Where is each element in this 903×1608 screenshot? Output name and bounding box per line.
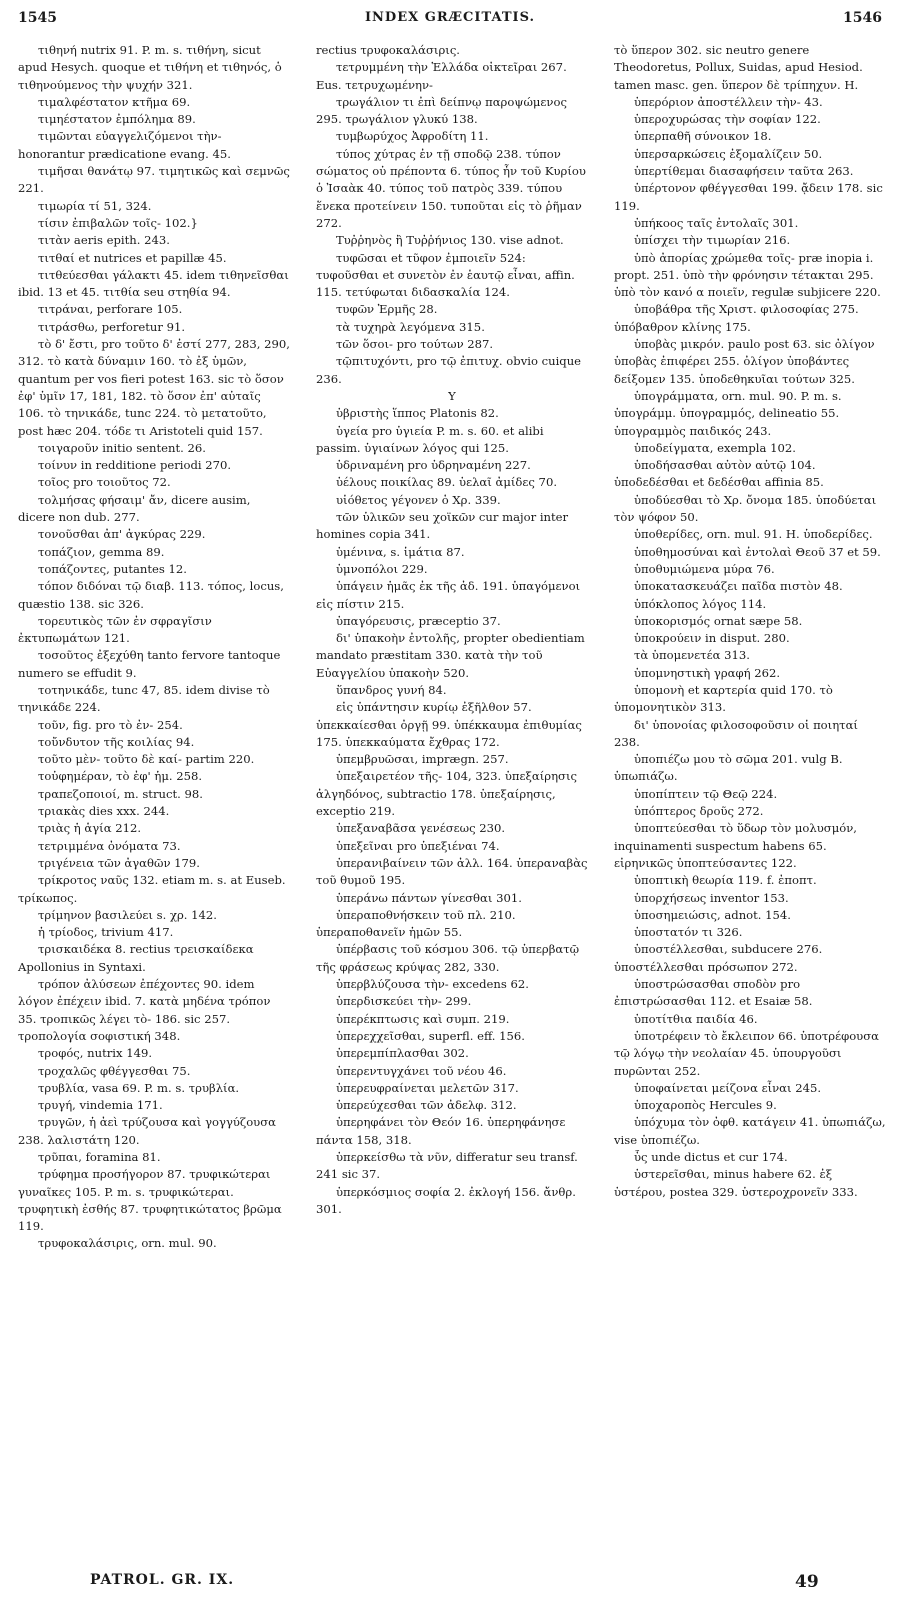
index-entry: τῶν ὅσοι- pro τούτων 287. — [336, 337, 494, 352]
column-left — [18, 42, 290, 1253]
index-entry: ὑποπίπτειν τῷ Θεῷ 224. — [634, 786, 778, 801]
column-middle — [316, 42, 588, 1218]
index-entry: τὰ τυχηρὰ λεγόμενα 315. — [336, 319, 485, 334]
column-right — [614, 42, 886, 1201]
index-entry: ὑποδήσασθαι αὐτὸν αὐτῷ 104. ὑποδεδέσθαι et δεδέσθαι affinia 85. — [614, 458, 824, 490]
index-entry: ὑέλους ποικίλας 89. ὑελαῖ ἀμίδες 70. — [336, 475, 558, 490]
index-entry: ὑβριστὴς ἵππος Platonis 82. — [336, 406, 499, 421]
index-entry: ὑπόκλοπος λόγος 114. — [634, 596, 767, 611]
index-entry: ὑπέρτονον φθέγγεσθαι 199. ᾄδειν 178. sic 119. — [614, 181, 883, 213]
index-entry: ὑπερβλύζουσα τὴν- excedens 62. — [336, 977, 529, 992]
index-entry: τρυγῶν, ἡ ἀεὶ τρύζουσα καὶ γογγύζουσα 238. λαλιστάτη 120. — [18, 1115, 276, 1147]
index-entry: τιτράναι, perforare 105. — [38, 302, 183, 317]
index-entry: ὑποστατόν τι 326. — [634, 925, 743, 940]
page-header — [18, 4, 882, 34]
index-entry: τιμῶνται εὐαγγελιζόμενοι τὴν- honorantur prædicatione evang. 45. — [18, 129, 231, 161]
index-entry: τρωγάλιον τι ἐπὶ δείπνῳ παροψώμενος 295. τρωγάλιον γλυκύ 138. — [316, 94, 567, 127]
index-entry: τραπεζοποιοί, m. struct. 98. — [38, 786, 203, 801]
index-entry: τιτθαί et nutrices et papillæ 45. — [38, 250, 227, 265]
index-entry: τιμηέστατον ἐμπόλημα 89. — [38, 112, 196, 127]
index-entry: ὑποστρώσασθαι σποδὸν pro ἐπιστρώσασθαι 112. et Esaiæ 58. — [614, 977, 813, 1009]
index-entry: ὑποθυμιώμενα μύρα 76. — [634, 561, 775, 576]
index-entry: τυφῶσαι et τῦφον ἐμποιεῖν 524: τυφοῦσθαι et συνετὸν ἐν ἑαυτῷ εἶναι, affin. 115. τετύφωται διδασκαλία 124. — [316, 250, 575, 300]
index-entry: τοπάζιον, gemma 89. — [38, 544, 165, 559]
index-entry: ὑπερευφραίνεται μελετῶν 317. — [336, 1080, 519, 1095]
index-entry: ὑπεξεῖναι pro ὑπεξιέναι 74. — [336, 838, 500, 853]
index-entry: τρῦπαι, foramina 81. — [38, 1150, 161, 1164]
index-entry: ὑπερηφάνει τὸν Θεόν 16. ὑπερηφάνησε πάντα 158, 318. — [316, 1115, 566, 1147]
index-entry: ὑποτρέφειν τὸ ἔκλειπον 66. ὑποτρέφουσα τῷ λόγῳ τὴν νεολαίαν 45. ὑπουργοῦσι πυρῶνται 252. — [614, 1028, 879, 1078]
index-entry: τοπάζοντες, putantes 12. — [38, 561, 187, 576]
index-entry: ὑπερσαρκώσεις ἐξομαλίζειν 50. — [634, 146, 823, 161]
index-entry: τοῦν, fig. pro τὸ ἐν- 254. — [38, 717, 183, 732]
index-entry: ὑποκατασκευάζει παῖδα πιστὸν 48. — [634, 579, 843, 594]
index-entry: ὑποβὰς μικρόν. paulo post 63. sic ὀλίγον ὑποβὰς ἐπιφέρει 255. ὀλίγον ὑποβάντες δείξομεν 135. ὑποδεθηκυῖαι τούτων 325. — [614, 337, 875, 386]
index-entry: ὑποπτικὴ θεωρία 119. f. ἐποπτ. — [634, 873, 817, 888]
index-entry: ὑπεράνω πάντων γίνεσθαι 301. — [336, 890, 522, 905]
index-entry: ὑποφαίνεται μείζονα εἶναι 245. — [634, 1080, 822, 1095]
page-number-left: 1545 — [18, 10, 57, 26]
index-entry: ὑποπιέζω μου τὸ σῶμα 201. vulg B. ὑπωπιάζω. — [614, 752, 843, 784]
index-entry: τριὰς ἡ ἁγία 212. — [38, 821, 142, 836]
index-entry: ὑποπτεύεσθαι τὸ ὕδωρ τὸν μολυσμόν, inquinamenti suspectum habens 65. εἰρηνικῶς ὑποπτεύσαντες 122. — [614, 821, 857, 870]
index-entry: ὑπορχήσεως inventor 153. — [634, 890, 789, 905]
index-entry: τίσιν ἐπιβαλῶν τοῖς- 102.} — [38, 215, 198, 230]
index-entry: τρύφημα προσήγορον 87. τρυφικώτεραι γυναῖκες 105. P. m. s. τρυφικώτεραι. τρυφητικὴ ἐσθής 87. τρυφητικώτατος βρῶμα 119. — [18, 1167, 282, 1234]
index-entry: ὑποκρούειν in disput. 280. — [634, 631, 790, 646]
index-entry: ὑπεμβρυῶσαι, imprægn. 257. — [336, 752, 509, 767]
index-entry: ὑπερδισκεύει τὴν- 299. — [336, 994, 472, 1009]
index-entry: τετριμμένα ὀνόματα 73. — [38, 838, 181, 853]
index-entry: τροφός, nutrix 149. — [38, 1046, 153, 1061]
index-entry: ὑπερεχχεῖσθαι, superfl. eff. 156. — [336, 1028, 525, 1043]
index-entry: εἰς ὑπάντησιν κυρίῳ ἐξῆλθον 57. ὑπεκκαίεσθαι ὀργῇ 99. ὑπέκκαυμα ἐπιθυμίας 175. ὑπεκκαύματα ἔχθρας 172. — [316, 700, 582, 749]
index-entry: τριγένεια τῶν ἀγαθῶν 179. — [38, 855, 200, 870]
index-entry: τοῖος pro τοιοῦτος 72. — [38, 475, 171, 490]
running-title: INDEX GRÆCITATIS. — [364, 10, 536, 25]
index-entry: ὑπόπτερος δροῦς 272. — [634, 804, 764, 819]
index-entry: υἱόθετος γέγονεν ὁ Χρ. 339. — [336, 492, 501, 507]
index-entry: ὑπεραποθνήσκειν τοῦ πλ. 210. ὑπεραποθανεῖν ἡμῶν 55. — [316, 907, 516, 940]
index-entry: ὑπερκόσμιος σοφία 2. ἐκλογή 156. ἄνθρ. 301. — [316, 1184, 576, 1216]
index-entry: ὑπερεμπίπλασθαι 302. — [336, 1046, 469, 1061]
index-entry: τοσοῦτος ἐξεχύθη tanto fervore tantoque numero se effudit 9. — [18, 648, 281, 680]
page-number-right: 1546 — [843, 10, 882, 26]
index-entry: τὸ δ' ἔστι, pro τοῦτο δ' ἐστί 277, 283, 290, 312. τὸ κατὰ δύναμιν 160. τὸ ἐξ ὑμῶν, quantum per vos fieri potest 163. sic τὸ ὅσον ἐφ' ὑμῖν 17, 181, 182. τὸ ὅσον ἐπ' αὐταῖς 106. τὸ τηνικάδε, tunc 224. τὸ μετατοῦτο, post hæc 204. τόδε τι Aristoteli quid 157. — [18, 337, 290, 438]
signature-mark: 49 — [795, 1572, 819, 1592]
index-entry: ὑπήκοος ταῖς ἐντολαῖς 301. — [634, 215, 799, 230]
index-entry: ὑποδύεσθαι τὸ Χρ. ὄνομα 185. ὑποδύεται τὸν ψόφον 50. — [614, 492, 877, 525]
index-entry: ὑποστέλλεσθαι, subducere 276. ὑποστέλλεσθαι πρόσωπον 272. — [614, 942, 823, 974]
index-entry: τρυβλία, vasa 69. P. m. s. τρυβλία. — [38, 1080, 240, 1095]
index-entry: τορευτικὸς τῶν ἐν σφραγῖσιν ἐκτυπωμάτων 121. — [18, 613, 212, 646]
index-entry: ὑπόχυμα τὸν ὀφθ. κατάγειν 41. ὑπωπιάζω, vise ὑποπιέζω. — [614, 1115, 886, 1147]
index-entry: ὑπερτίθεμαι διασαφήσειν ταῦτα 263. — [634, 164, 854, 179]
index-entry: ὑπερκείσθω τὰ νῦν, differatur seu transf. 241 sic 37. — [316, 1150, 578, 1182]
index-entry: τοτηνικάδε, tunc 47, 85. idem divise τὸ τηνικάδε 224. — [18, 682, 270, 715]
index-entry: ἡ τρίοδος, trivium 417. — [38, 925, 174, 940]
footer-source: PATROL. GR. IX. — [90, 1572, 235, 1588]
index-entry: τρόπον ἀλύσεων ἐπέχοντες 90. idem λόγον ἐπέχειν ibid. 7. κατὰ μηδένα τρόπον 35. τροπικῶς λέγει τὸ- 186. sic 257. τροπολογία σοφιστική 348. — [18, 977, 271, 1043]
index-entry: τονοῦσθαι ἀπ' ἀγκύρας 229. — [38, 527, 206, 542]
index-entry: τρυφοκαλάσιρις, orn. mul. 90. — [38, 1236, 217, 1251]
index-entry: ὑμνοπόλοι 229. — [336, 561, 428, 576]
index-entry: τρισκαιδέκα 8. rectius τρεισκαίδεκα Apollonius in Syntaxi. — [18, 942, 254, 974]
index-entry: τόπον διδόναι τῷ διαβ. 113. τόπος, locus, quæstio 138. sic 326. — [18, 579, 284, 611]
index-entry: ὗς unde dictus et cur 174. — [634, 1150, 788, 1164]
index-entry: ὑμένινα, s. ἱμάτια 87. — [336, 544, 465, 559]
index-entry: ὑποκορισμός ornat sæpe 58. — [634, 613, 803, 628]
index-entry: ὑπογράμματα, orn. mul. 90. P. m. s. ὑπογράμμ. ὑπογραμμός, delineatio 55. ὑπογραμμὸς παιδικός 243. — [614, 388, 842, 438]
index-entry: ὑδριναμένη pro ὑδρηναμένη 227. — [336, 458, 531, 473]
index-entry: ὑπερπαθῆ σύνοικον 18. — [634, 129, 772, 144]
index-entry: τὸ ὕπερον 302. sic neutro genere Theodoretus, Pollux, Suidas, apud Hesiod. tamen masc. gen. ὕπερον δὲ τρίπηχυν. H. — [614, 43, 863, 92]
index-entry: ὑποσημειώσις, adnot. 154. — [634, 907, 791, 922]
index-entry: ὑπεροχυρώσας τὴν σοφίαν 122. — [634, 112, 821, 127]
index-entry: ὑπομονὴ et καρτερία quid 170. τὸ ὑπομονητικὸν 313. — [614, 682, 833, 715]
index-entry: Τυῤῥηνὸς ἢ Τυῤῥήνιος 130. vise adnot. — [336, 233, 564, 248]
index-entry: τύπος χύτρας ἐν τῇ σποδῷ 238. τύπον σώματος οὐ πρέποντα 6. τύπος ἦν τοῦ Κυρίου ὁ Ἰσαὰκ 40. τύπος τοῦ πατρὸς 339. τύπου ἕνεκα προτείνειν 150. τυποῦται εἰς τὸ ῥῆμαν 272. — [316, 146, 586, 230]
index-entry: τῶν ὑλικῶν seu χοϊκῶν cur major inter homines copia 341. — [316, 510, 569, 542]
index-entry: τιτράσθω, perforetur 91. — [38, 319, 186, 334]
index-entry: τοίνυν in redditione periodi 270. — [38, 458, 232, 473]
index-entry: τιμῆσαι θανάτῳ 97. τιμητικῶς καὶ σεμνῶς 221. — [18, 164, 290, 196]
index-entry: τοῦτο μὲν- τοῦτο δὲ καί- partim 220. — [38, 752, 255, 767]
index-entry: τολμήσας φήσαιμ' ἄν, dicere ausim, dicere non dub. 277. — [18, 492, 251, 525]
index-entry: ὑπαγόρευσις, præceptio 37. — [336, 613, 501, 628]
index-entry: ὑπερέκπτωσις καὶ συμπ. 219. — [336, 1011, 510, 1026]
index-entry: ὑποθημοσύναι καὶ ἐντολαὶ Θεοῦ 37 et 59. — [634, 544, 881, 559]
index-entry: τροχαλῶς φθέγγεσθαι 75. — [38, 1063, 191, 1078]
index-entry: τρίκροτος ναῦς 132. etiam m. s. at Euseb. τρίκωπος. — [18, 873, 286, 905]
index-entry: τοιγαροῦν initio sentent. 26. — [38, 440, 206, 455]
index-entry: ὑποχαροπὸς Hercules 9. — [634, 1098, 777, 1113]
index-entry: ὑπερεντυγχάνει τοῦ νέου 46. — [336, 1063, 507, 1078]
index-entry: τιμαλφέστατον κτῆμα 69. — [38, 94, 191, 109]
index-entry: τιτὰν aeris epith. 243. — [38, 233, 170, 248]
index-entry: ὑπερόριον ἀποστέλλειν τὴν- 43. — [634, 94, 823, 109]
letter-heading: Υ — [448, 388, 456, 403]
index-entry: τετρυμμένη τὴν Ἑλλάδα οἰκτεῖραι 267. Eus. τετρυχωμένην- — [316, 60, 567, 92]
index-entry: rectius τρυφοκαλάσιρις. — [316, 43, 460, 57]
index-entry: ὑπερεύχεσθαι τῶν ἀδελφ. 312. — [336, 1098, 517, 1113]
index-entry: τυφῶν Ἑρμῆς 28. — [336, 302, 438, 317]
index-entry: ὕπανδρος γυνή 84. — [336, 682, 447, 697]
index-entry: ὑπερανιβαίνειν τῶν ἀλλ. 164. ὑπεραναβὰς τοῦ θυμοῦ 195. — [316, 855, 588, 888]
index-entry: τῷπιτυχόντι, pro τῷ ἐπιτυχ. obvio cuique 236. — [316, 354, 582, 386]
index-entry: ὑποδείγματα, exempla 102. — [634, 440, 796, 455]
index-entry: ὑποτίτθια παιδία 46. — [634, 1011, 758, 1026]
index-entry: ὑποθερίδες, orn. mul. 91. H. ὑποδερίδες. — [634, 527, 873, 542]
index-entry: ὑπέρβασις τοῦ κόσμου 306. τῷ ὑπερβατῷ τῆς φράσεως κρύψας 282, 330. — [316, 942, 580, 974]
index-entry: ὑπὸ ἀπορίας χρώμεθα τοῖς- præ inopia i. propt. 251. ὑπὸ τὴν φρόνησιν τέτακται 295. ὑπὸ τὸν κανό α ποιεῖν, regulæ subjicere 220. — [614, 250, 881, 300]
index-entry: ὑπάγειν ἡμᾶς ἐκ τῆς ἀδ. 191. ὑπαγόμενοι εἰς πίστιν 215. — [316, 579, 581, 611]
index-entry: ὑποβάθρα τῆς Χριστ. φιλοσοφίας 275. ὑπόβαθρον κλίνης 175. — [614, 302, 859, 334]
index-entry: τρυγή, vindemia 171. — [38, 1098, 163, 1113]
index-entry: τιτθεύεσθαι γάλακτι 45. idem τιθηνεῖσθαι ibid. 13 et 45. τιτθία seu στηθία 94. — [18, 267, 289, 300]
index-entry: τιμωρία τί 51, 324. — [38, 198, 152, 213]
index-entry: ὑπομνηστικὴ γραφή 262. — [634, 665, 781, 680]
index-entry: τὰ ὑπομενετέα 313. — [634, 648, 750, 663]
index-entry: ὑστερεῖσθαι, minus habere 62. ἐξ ὑστέρου, postea 329. ὑστεροχρονεῖν 333. — [614, 1167, 858, 1199]
index-entry: ὑπίσχει τὴν τιμωρίαν 216. — [634, 233, 791, 248]
index-entry: δι' ὑπονοίας φιλοσοφοῦσιν οἱ ποιηταί 238. — [614, 717, 858, 749]
index-entry: ὑπεξαιρετέον τῆς- 104, 323. ὑπεξαίρησις ἀλγηδόνος, subtractio 178. ὑπεξαίρησις, exceptio 219. — [316, 769, 577, 819]
index-entry: δι' ὑπακοὴν ἐντολῆς, propter obedientiam mandato præstitam 330. κατὰ τὴν τοῦ Εὐαγγελίου ὑπακοὴν 520. — [316, 631, 585, 680]
index-entry: τιθηνή nutrix 91. P. m. s. τιθήνη, sicut apud Hesych. quoque et τιθήνη et τιθηνός, ὁ τιθηνούμενος τὴν ψυχήν 321. — [18, 43, 282, 92]
index-entry: ὑπεξαναβᾶσα γενέσεως 230. — [336, 821, 506, 836]
index-entry: ὑγεία pro ὑγιεία P. m. s. 60. et alibi passim. ὑγιαίνων λόγος qui 125. — [316, 423, 544, 455]
index-entry: τοὔνδυτον τῆς κοιλίας 94. — [38, 734, 195, 749]
index-entry: τοὐφημέραν, τὸ ἐφ' ἡμ. 258. — [38, 769, 203, 784]
index-entry: τυμβωρύχος Ἀφροδίτη 11. — [336, 129, 489, 144]
index-entry: τριακὰς dies xxx. 244. — [38, 804, 170, 819]
index-entry: τρίμηνον βασιλεύει s. χρ. 142. — [38, 907, 217, 922]
